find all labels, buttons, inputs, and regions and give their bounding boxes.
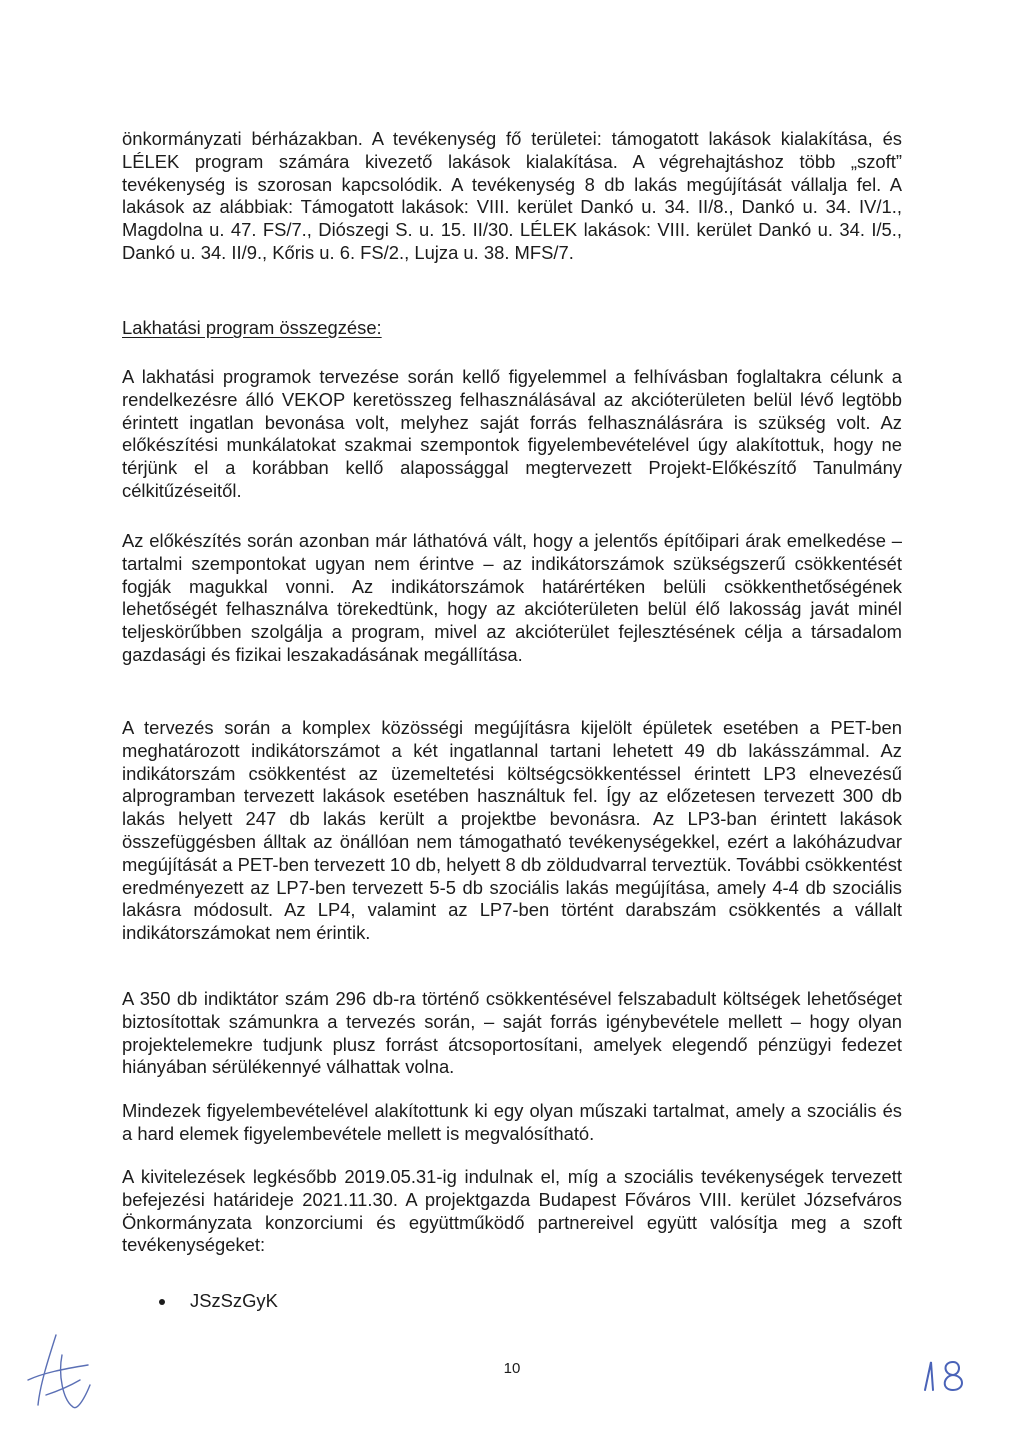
paragraph-text: Mindezek figyelembevételével alakítottunk ki egy olyan műszaki tartalmat, amely a szociális és a hard elemek figyelembevétele mellett is megvalósítható. [122, 1100, 902, 1144]
handwritten-page-number [915, 1350, 975, 1400]
paragraph-text: A tervezés során a komplex közösségi megújításra kijelölt épületek esetében a PET-ben meghatározott indikátorszámot a két ingatlannal tartani lehetett 49 db lakásszámmal. Az indikátorszám csökkentést az üzemeltetési költségcsökkentéssel érintett LP3 elnevezésű alprogramban tervezett lakások esetében használtuk fel. Így az előzetesen tervezett 300 db lakás helyett 247 db lakás került a projektbe bevonásra. Az LP3-ban érintett lakások összefüggésben álltak az önállóan nem támogatható tevékenységekkel, ezért a lakóházudvar megújítását a PET-ben tervezett 10 db, helyett 8 db zöldudvarral terveztük. További csökkentést eredményezett az LP7-ben tervezett 5-5 db szociális lakás megújítása, amely 4-4 db szociális lakásra módosult. Az LP4, valamint az LP7-ben történt darabszám csökkentés a vállalt indikátorszámokat nem érintik. [122, 717, 902, 944]
list-item [122, 1290, 902, 1313]
paragraph-housing-planning [122, 366, 902, 503]
handwritten-signature-icon [18, 1325, 98, 1415]
paragraph-text: A 350 db indiktátor szám 296 db-ra történő csökkentésével felszabadult költségek lehetőséget biztosítottak számunkra a tervezés során, – saját forrás igénybevétele mellett – hogy olyan projektelemekre tudjunk plusz forrást átcsoportosítani, amelyek elegendő pénzügyi fedezet hiányában sérülékennyé válhattak volna. [122, 988, 902, 1078]
section-heading: Lakhatási program összegzése: [122, 317, 382, 338]
paragraph-text: önkormányzati bérházakban. A tevékenység fő területei: támogatott lakások kialakítása, és LÉLEK program számára kivezető lakások kialakítása. A végrehajtáshoz több „szoft” tevékenység is szorosan kapcsolódik. A tevékenység 8 db lakás megújítását vállalja fel. A lakások az alábbiak: Támogatott lakások: VIII. kerület Dankó u. 34. II/8., Dankó u. 34. IV/1., Magdolna u. 47. FS/7., Diószegi S. u. 15. II/30. LÉLEK lakások: VIII. kerület Dankó u. 34. I/5., Dankó u. 34. II/9., Kőris u. 6. FS/2., Lujza u. 38. MFS/7. [122, 128, 902, 263]
soft-activities-list [122, 1290, 902, 1313]
paragraph-freed-costs [122, 988, 902, 1079]
paragraph-text: A lakhatási programok tervezése során kellő figyelemmel a felhívásban foglaltakra célunk a rendelkezésre álló VEKOP keretösszeg felhasználásával az akcióterületen belül lévő legtöbb érintett ingatlan bevonása volt, melyhez saját forrás felhasználásrára is szükség volt. Az előkészítési munkálatokat szakmai szempontok figyelembevételével úgy alakítottuk, hogy ne térjünk el a korábban kellő alapossággal megtervezett Projekt-Előkészítő Tanulmány célkitűzéseitől. [122, 366, 902, 501]
paragraph-schedule [122, 1166, 902, 1257]
paragraph-cost-increase [122, 530, 902, 667]
paragraph-technical-content [122, 1100, 902, 1146]
paragraph-indicator-reduction [122, 717, 902, 945]
list-item-text: JSzSzGyK [190, 1290, 278, 1311]
paragraph-text: Az előkészítés során azonban már láthatóvá vált, hogy a jelentős építőipari árak emelkedése – tartalmi szempontokat ugyan nem érintve – az indikátorszámok szükségszerű csökkentését fogják magukkal vonni. Az indikátorszámok határértéken belüli csökkenthetőségének lehetőségét felhasználva törekedtünk, hogy az akcióterületen belül élő lakosság javát minél teljeskörűbben szolgálja a program, mivel az akcióterület fejlesztésének célja a társadalom gazdasági és fizikai leszakadásának megállítása. [122, 530, 902, 665]
paragraph-housing-locations [122, 128, 902, 265]
page-number: 10 [503, 1360, 521, 1377]
bullet-icon [159, 1299, 165, 1305]
paragraph-text: A kivitelezések legkésőbb 2019.05.31-ig indulnak el, míg a szociális tevékenységek tervezett befejezési határideje 2021.11.30. A projektgazda Budapest Főváros VIII. kerület Józsefváros Önkormányzata konzorciumi és együttműködő partnereivel együtt valósítja meg a szoft tevékenységeket: [122, 1166, 902, 1256]
